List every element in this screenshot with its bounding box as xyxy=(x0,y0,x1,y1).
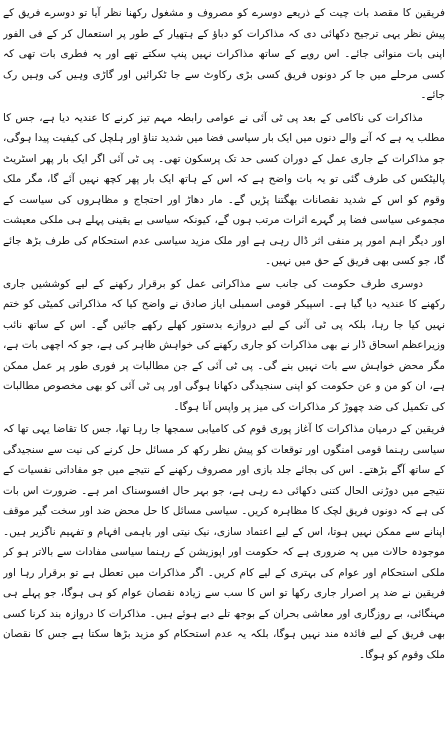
article-body xyxy=(3,3,445,737)
paragraph-1: فریقین کا مقصد بات چیت کے ذریعے دوسرے کو مصروف و مشغول رکھنا نظر آیا تو دوسرے فریق کے پیش نظر یہی ترجیح دکھائی دی کہ مذاکرات کو دباؤ کے ہتھیار کے طور پر استعمال کر کے فی الفور اپنی بات منوائی جائے۔ اس رویے کے ساتھ مذاکرات نہیں پنپ سکتے تھے اور یہ فطری بات تھی کہ کسی مرحلے میں جا کر دونوں فریق کسی بڑی رکاوٹ سے جا ٹکرائیں اور گاڑی وہیں کی وہیں رک جائے۔ xyxy=(3,7,445,101)
paragraph-3: دوسری طرف حکومت کی جانب سے مذاکراتی عمل کو برقرار رکھنے کے لیے کوششیں جاری رکھنے کا عندیہ دیا گیا ہے۔ اسپیکر قومی اسمبلی ایاز صادق نے واضح کیا کہ مذاکراتی کمیٹی کو ختم نہیں کیا جا رہا، بلکہ پی ٹی آئی کے لیے دروازے بدستور کھلے رکھے جائیں گے۔ اس کے ساتھ نائب وزیراعظم اسحاق ڈار نے بھی مذاکرات کو جاری رکھنے کی خواہش ظاہر کی ہے، جو کہ اچھی بات ہے، مگر محض خواہش سے بات نہیں بنے گی۔ پی ٹی آئی کے جن مطالبات پر فوری طور پر عمل ممکن ہے، ان کو من و عن حکومت کو اپنی سنجیدگی دکھانا ہوگی اور پی ٹی آئی کو بھی مخصوص مطالبات کی تکمیل کی ضد چھوڑ کر مذاکرات کی میز پر واپس آنا ہوگا۔ xyxy=(3,277,445,413)
paragraph-2: مذاکرات کی ناکامی کے بعد پی ٹی آئی نے عوامی رابطہ مہم تیز کرنے کا عندیہ دیا ہے، جس کا مطلب یہ ہے کہ آنے والے دنوں میں ایک بار سیاسی فضا میں شدید تناؤ اور ہلچل کی کیفیت پیدا ہوگی، جو مذاکرات کے جاری عمل کے دوران کسی حد تک پرسکون تھی۔ پی ٹی آئی اگر ایک بار پھر اسٹریٹ پالیٹکس کی طرف گئی تو یہ بات واضح ہے کہ اس کے ہاتھ ایک بار پھر کچھ نہیں آئے گا، مگر ملک وقوم کو اس کے شدید نقصانات بھگتنا پڑیں گے۔ مار دھاڑ اور احتجاج و مظاہروں کی سیاست کے مجموعی سیاسی فضا پر گہرے اثرات مرتب ہوں گے، کیونکہ سیاسی بے یقینی پہلے ہی ملکی معیشت اور دیگر اہم امور پر منفی اثر ڈال رہی ہے اور ملک مزید سیاسی عدم استحکام کی طرف بڑھ جائے گا، جو کسی بھی فریق کے حق میں نہیں۔ xyxy=(3,111,445,267)
paragraph-4: فریقین کے درمیان مذاکرات کا آغاز پوری قوم کی کامیابی سمجھا جا رہا تھا، جس کا تقاضا یہی تھا کہ سیاسی رہنما قومی امنگوں اور توقعات کو پیش نظر رکھ کر مسائل حل کرنے کی نیت سے سنجیدگی کے ساتھ آگے بڑھتے۔ اس کی بجائے جلد بازی اور مصروف رکھنے کے نتیجے میں جو مفاداتی نفسیات کے نتیجے میں دوڑنی الحال کتنی دکھائی دے رہی ہے، جو بہر حال افسوسناک امر ہے۔ ضرورت اس بات کی ہے کہ دونوں فریق لچک کا مظاہرہ کریں۔ سیاسی مسائل کا حل محض ضد اور سخت گیر موقف اپنانے سے ممکن نہیں ہوتا، اس کے لیے اعتماد سازی، نیک نیتی اور باہمی افہام و تفہیم ناگزیر ہیں۔ موجودہ حالات میں یہ ضروری ہے کہ حکومت اور اپوزیشن کے رہنما سیاسی مفادات سے بالاتر ہو کر ملکی استحکام اور عوام کی بہتری کے لیے کام کریں۔ اگر مذاکرات میں تعطل ہے تو برقرار رہا اور فریقین نے ضد پر اصرار جاری رکھا تو اس کا سب سے زیادہ نقصان عوام کو ہی ہوگا، جو پہلے ہی مہنگائی، بے روزگاری اور معاشی بحران کے بوجھ تلے دبے ہوئے ہیں۔ مذاکرات کا دروازہ بند کرنا کسی بھی فریق کے لیے فائدہ مند نہیں ہوگا، بلکہ یہ عدم استحکام کو مزید بڑھا سکتا ہے جس کا نقصان ملک وقوم کو ہوگا۔ xyxy=(3,423,445,661)
